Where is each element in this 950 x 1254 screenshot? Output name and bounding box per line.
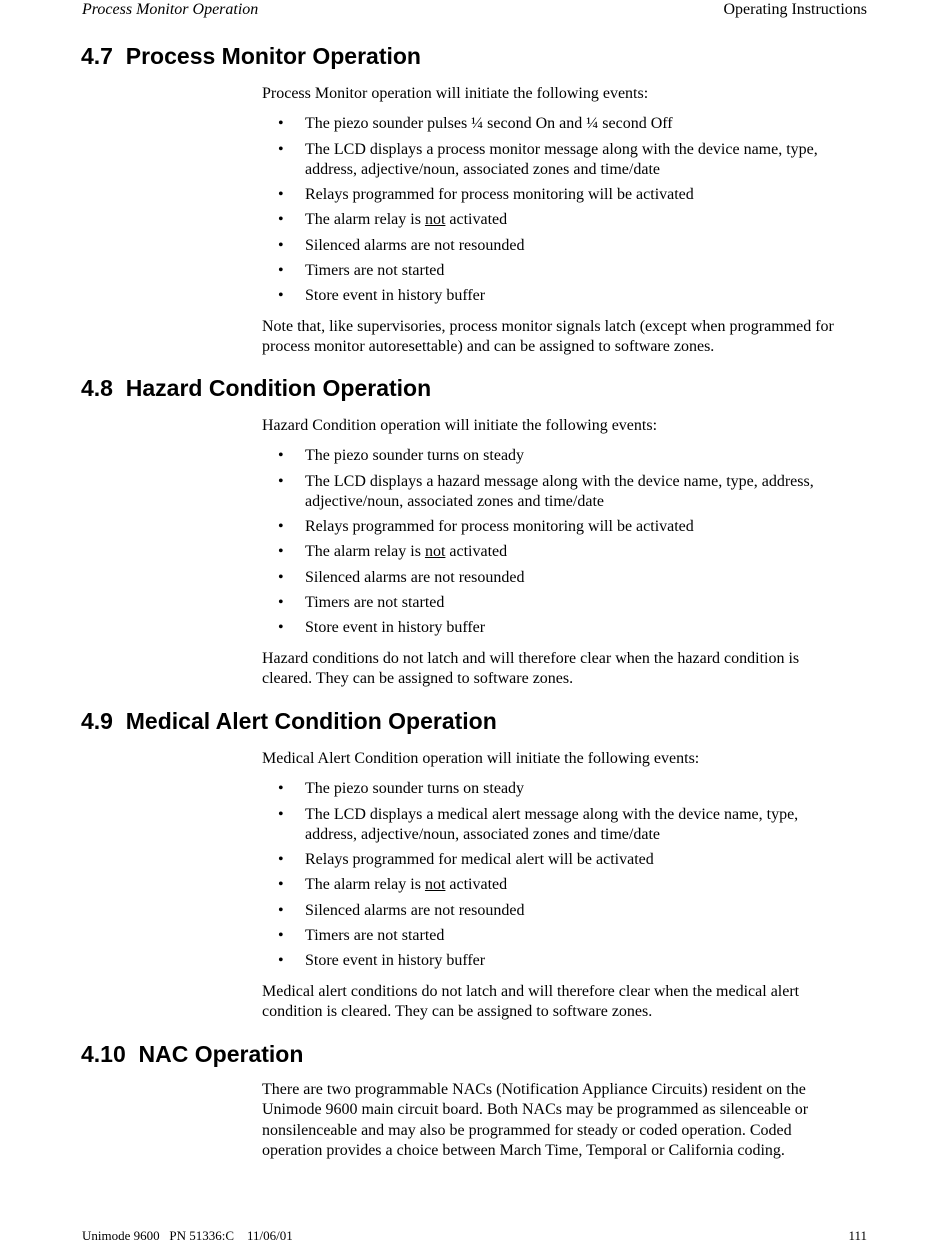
section-body xyxy=(262,1080,872,1161)
list-item: • The piezo sounder turns on steady xyxy=(262,446,872,466)
section-number: 4.10 xyxy=(81,1041,126,1067)
note-paragraph: Hazard conditions do not latch and will therefore clear when the hazard condition is cleared. They can be assigned to software zones. xyxy=(262,649,800,687)
intro-paragraph: Process Monitor operation will initiate the following events: xyxy=(262,85,649,102)
bullet-icon: • xyxy=(278,952,284,970)
event-list xyxy=(262,779,872,971)
bullet-icon: • xyxy=(278,780,284,798)
list-item: • The alarm relay is not activated xyxy=(262,210,872,230)
list-item: • The LCD displays a hazard message along with the device name, type, address, adjective/noun, associated zones and time/date xyxy=(278,472,814,510)
section-number: 4.7 xyxy=(81,43,113,69)
list-item: • Silenced alarms are not resounded xyxy=(262,568,872,588)
bullet-icon: • xyxy=(278,851,284,869)
list-item: • Silenced alarms are not resounded xyxy=(262,236,872,256)
intro-paragraph: Medical Alert Condition operation will initiate the following events: xyxy=(262,750,700,767)
section-body xyxy=(262,416,872,689)
bullet-icon: • xyxy=(278,447,284,465)
bullet-icon: • xyxy=(278,186,284,204)
list-item: • Silenced alarms are not resounded xyxy=(262,901,872,921)
section-heading xyxy=(81,375,431,402)
footer-document-id: Unimode 9600 PN 51336:C 11/06/01 xyxy=(82,1228,293,1243)
list-item: • The LCD displays a medical alert message along with the device name, type, address, adjective/noun, associated zones and time/date xyxy=(278,805,799,843)
list-item: • Store event in history buffer xyxy=(262,618,872,638)
intro-paragraph: Hazard Condition operation will initiate the following events: xyxy=(262,417,658,434)
bullet-icon: • xyxy=(278,805,284,823)
bullet-icon: • xyxy=(278,236,284,254)
list-item: • Store event in history buffer xyxy=(262,286,872,306)
list-item: • Store event in history buffer xyxy=(262,951,872,971)
list-item: • The piezo sounder pulses ¼ second On and ¼ second Off xyxy=(262,114,872,134)
list-item: • Timers are not started xyxy=(262,593,872,613)
section-heading xyxy=(81,43,421,70)
section-heading xyxy=(81,1041,303,1068)
bullet-icon: • xyxy=(278,211,284,229)
section-title: Hazard Condition Operation xyxy=(125,375,432,401)
bullet-icon: • xyxy=(278,619,284,637)
section-title: NAC Operation xyxy=(138,1041,304,1067)
section-title: Medical Alert Condition Operation xyxy=(125,708,497,734)
bullet-icon: • xyxy=(278,901,284,919)
list-item: • Relays programmed for process monitoring will be activated xyxy=(262,517,872,537)
list-item: • The LCD displays a process monitor message along with the device name, type, address, adjective/noun, associated zones and time/date xyxy=(278,140,818,178)
bullet-icon: • xyxy=(278,115,284,133)
bullet-icon: • xyxy=(278,543,284,561)
list-item: • The alarm relay is not activated xyxy=(262,542,872,562)
running-header-chapter: Operating Instructions xyxy=(723,1,867,18)
event-list xyxy=(262,446,872,638)
body-paragraph: There are two programmable NACs (Notification Appliance Circuits) resident on the Unimode 9600 main circuit board. Both NACs may be programmed as silenceable or nonsilenceable and may also be programmed for steady or coded operation. Coded operation provides a choice between March Time, Temporal or California coding. xyxy=(262,1081,809,1159)
page-number: 111 xyxy=(848,1228,867,1243)
bullet-icon: • xyxy=(278,927,284,945)
section-body xyxy=(262,84,872,357)
note-paragraph: Medical alert conditions do not latch and will therefore clear when the medical alert condition is cleared. They can be assigned to software zones. xyxy=(262,982,800,1020)
list-item: • The alarm relay is not activated xyxy=(262,875,872,895)
bullet-icon: • xyxy=(278,287,284,305)
running-header-title: Process Monitor Operation xyxy=(82,1,259,18)
section-title: Process Monitor Operation xyxy=(125,43,421,69)
section-number: 4.9 xyxy=(81,708,113,734)
list-item: • Timers are not started xyxy=(262,926,872,946)
bullet-icon: • xyxy=(278,876,284,894)
bullet-icon: • xyxy=(278,568,284,586)
section-number: 4.8 xyxy=(81,375,113,401)
list-item: • Timers are not started xyxy=(262,261,872,281)
section-heading xyxy=(81,708,497,735)
list-item: • Relays programmed for process monitoring will be activated xyxy=(262,185,872,205)
event-list xyxy=(262,114,872,306)
list-item: • The piezo sounder turns on steady xyxy=(262,779,872,799)
bullet-icon: • xyxy=(278,594,284,612)
list-item: • Relays programmed for medical alert will be activated xyxy=(262,850,872,870)
bullet-icon: • xyxy=(278,140,284,158)
bullet-icon: • xyxy=(278,518,284,536)
note-paragraph: Note that, like supervisories, process monitor signals latch (except when programmed for process monitor autoresettable) and can be assigned to software zones. xyxy=(262,317,834,355)
bullet-icon: • xyxy=(278,262,284,280)
section-body xyxy=(262,749,872,1022)
bullet-icon: • xyxy=(278,472,284,490)
